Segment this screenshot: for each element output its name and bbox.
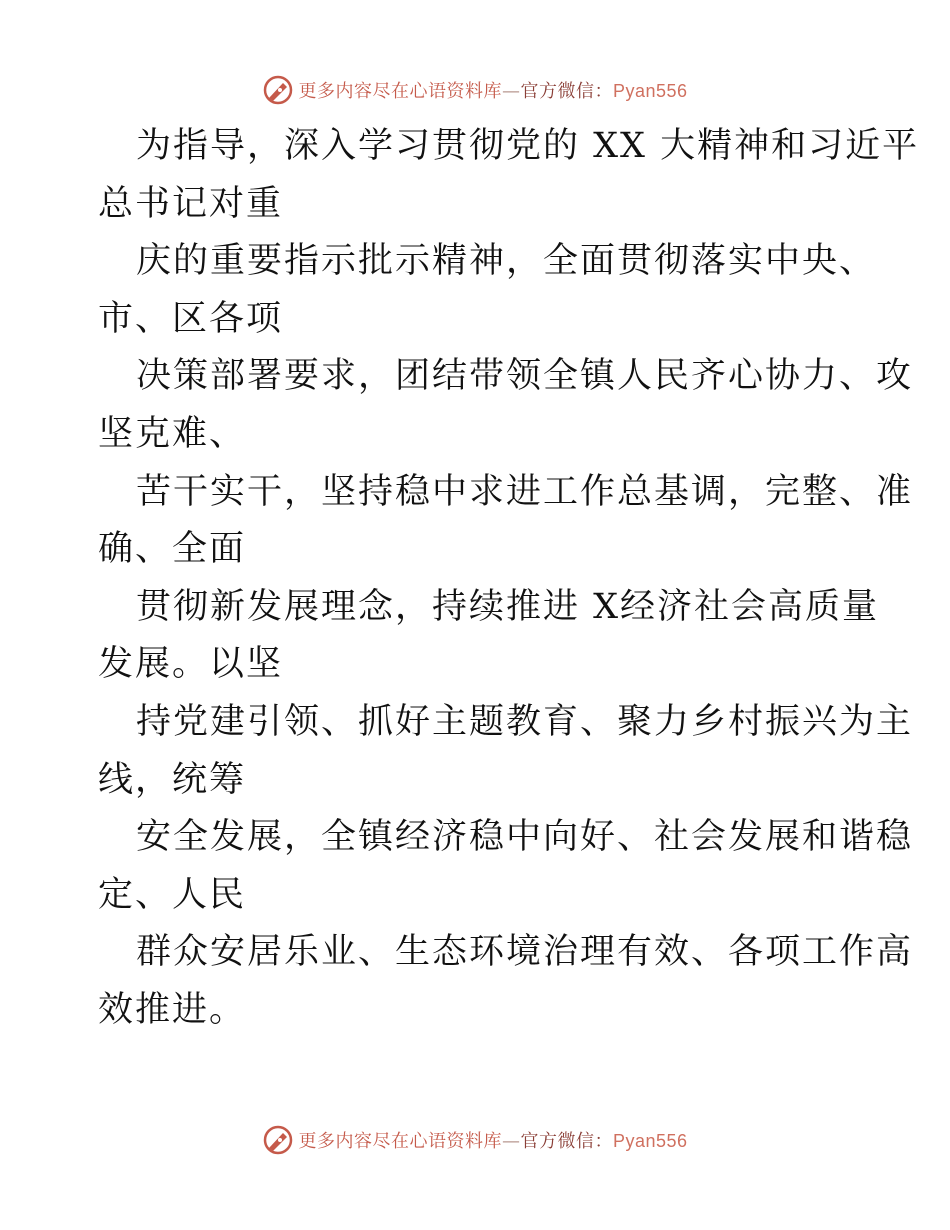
header-banner-title: 更多内容尽在心语资料库 [298, 81, 502, 102]
footer-banner [0, 1122, 950, 1158]
header-banner-wechat-id: Pyan556 [612, 81, 688, 101]
body-line: 庆的重要指示批示精神，全面贯彻落实中央、 [136, 241, 877, 282]
body-line: 线，统筹 [98, 759, 247, 800]
body-line: 发展。以坚 [98, 644, 284, 685]
body-line: 总书记对重 [98, 183, 284, 224]
footer-banner-dash: — [501, 1131, 521, 1152]
header-banner-sub: 官方微信： [520, 81, 613, 102]
body-line: 持党建引领、抓好主题教育、聚力乡村振兴为主 [136, 701, 914, 742]
body-line: 决策部署要求，团结带领全镇人民齐心协力、攻 [136, 356, 914, 397]
header-banner-text [298, 77, 687, 103]
body-line: 坚克难、 [98, 413, 247, 454]
header-banner [0, 72, 950, 108]
document-body [98, 118, 920, 1040]
body-line: 效推进。 [98, 989, 247, 1030]
header-banner-dash: — [501, 81, 521, 102]
body-line: 市、区各项 [98, 298, 284, 339]
body-line: 苦干实干，坚持稳中求进工作总基调，完整、准 [136, 471, 914, 512]
footer-banner-title: 更多内容尽在心语资料库 [298, 1131, 502, 1152]
footer-banner-wechat-id: Pyan556 [612, 1131, 688, 1151]
body-line: 贯彻新发展理念，持续推进 X经济社会高质量 [136, 586, 880, 627]
pen-nib-logo-icon [262, 1124, 294, 1156]
body-line: 定、人民 [98, 874, 247, 915]
pen-nib-logo-icon [262, 74, 294, 106]
footer-banner-text [298, 1127, 687, 1153]
body-line: 确、全面 [98, 529, 247, 570]
body-line: 为指导，深入学习贯彻党的 XX 大精神和习近平 [136, 126, 920, 166]
footer-banner-sub: 官方微信： [520, 1131, 613, 1152]
body-line: 安全发展，全镇经济稳中向好、社会发展和谐稳 [136, 817, 914, 858]
body-line: 群众安居乐业、生态环境治理有效、各项工作高 [136, 932, 914, 973]
